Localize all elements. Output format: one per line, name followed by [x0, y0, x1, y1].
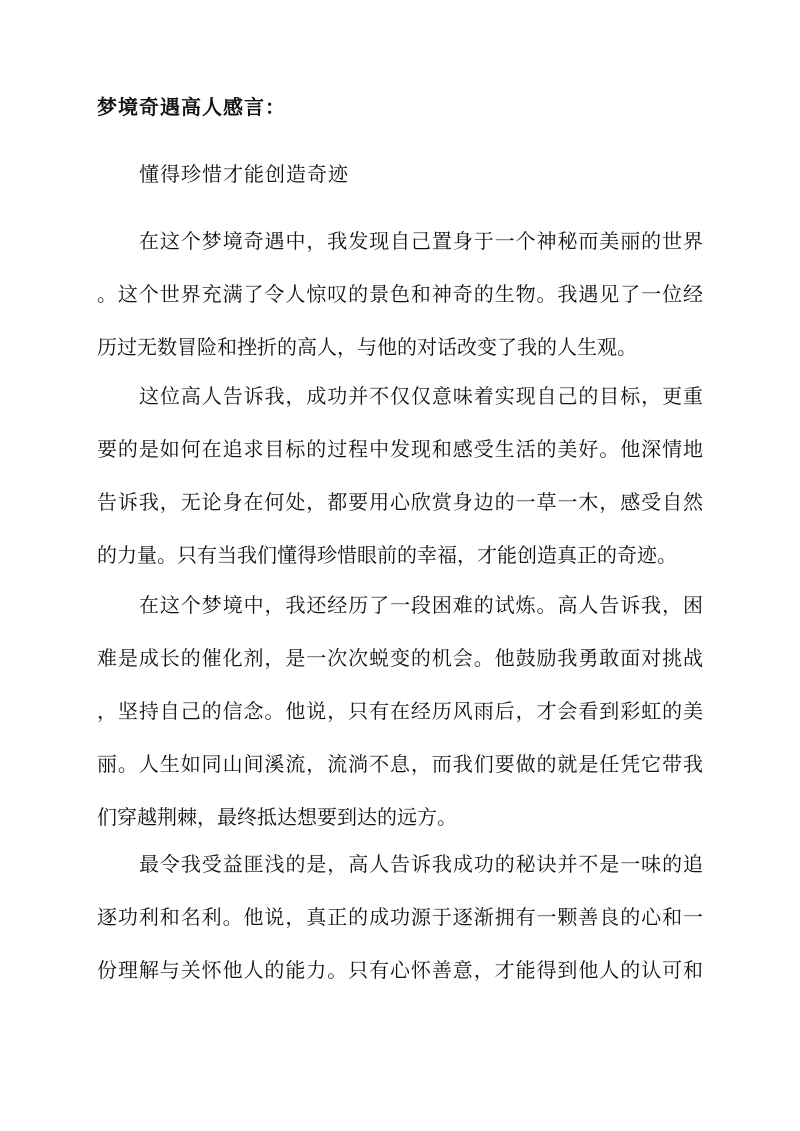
paragraph-line: ，坚持自己的信念。他说，只有在经历风雨后，才会看到彩虹的美	[97, 699, 703, 723]
paragraph-line: 的力量。只有当我们懂得珍惜眼前的幸福，才能创造真正的奇迹。	[97, 543, 677, 567]
paragraph-line: 丽。人生如同山间溪流，流淌不息，而我们要做的就是任凭它带我	[97, 752, 703, 776]
paragraph-line: 在这个梦境奇遇中，我发现自己置身于一个神秘而美丽的世界	[139, 229, 703, 253]
paragraph-line: 最令我受益匪浅的是，高人告诉我成功的秘诀并不是一味的追	[139, 852, 703, 876]
paragraph-line: 这位高人告诉我，成功并不仅仅意味着实现自己的目标，更重	[139, 384, 703, 408]
paragraph-line: 难是成长的催化剂，是一次次蜕变的机会。他鼓励我勇敢面对挑战	[97, 646, 703, 670]
document-subtitle: 懂得珍惜才能创造奇迹	[139, 162, 349, 186]
paragraph-line: 们穿越荆棘，最终抵达想要到达的远方。	[97, 805, 457, 829]
paragraph-line: 份理解与关怀他人的能力。只有心怀善意，才能得到他人的认可和	[97, 958, 703, 982]
paragraph-4	[97, 838, 703, 997]
paragraph-line: 告诉我，无论身在何处，都要用心欣赏身边的一草一木，感受自然	[97, 490, 703, 514]
document-title: 梦境奇遇高人感言：	[97, 95, 286, 119]
paragraph-line: 要的是如何在追求目标的过程中发现和感受生活的美好。他深情地	[97, 437, 703, 461]
paragraph-line: 逐功利和名利。他说，真正的成功源于逐渐拥有一颗善良的心和一	[97, 905, 703, 929]
paragraph-2	[97, 370, 703, 582]
paragraph-3	[97, 579, 703, 844]
paragraph-1	[97, 215, 703, 374]
paragraph-line: 。这个世界充满了令人惊叹的景色和神奇的生物。我遇见了一位经	[97, 282, 703, 306]
paragraph-line: 在这个梦境中，我还经历了一段困难的试炼。高人告诉我，困	[139, 593, 703, 617]
paragraph-line: 历过无数冒险和挫折的高人，与他的对话改变了我的人生观。	[97, 335, 637, 359]
